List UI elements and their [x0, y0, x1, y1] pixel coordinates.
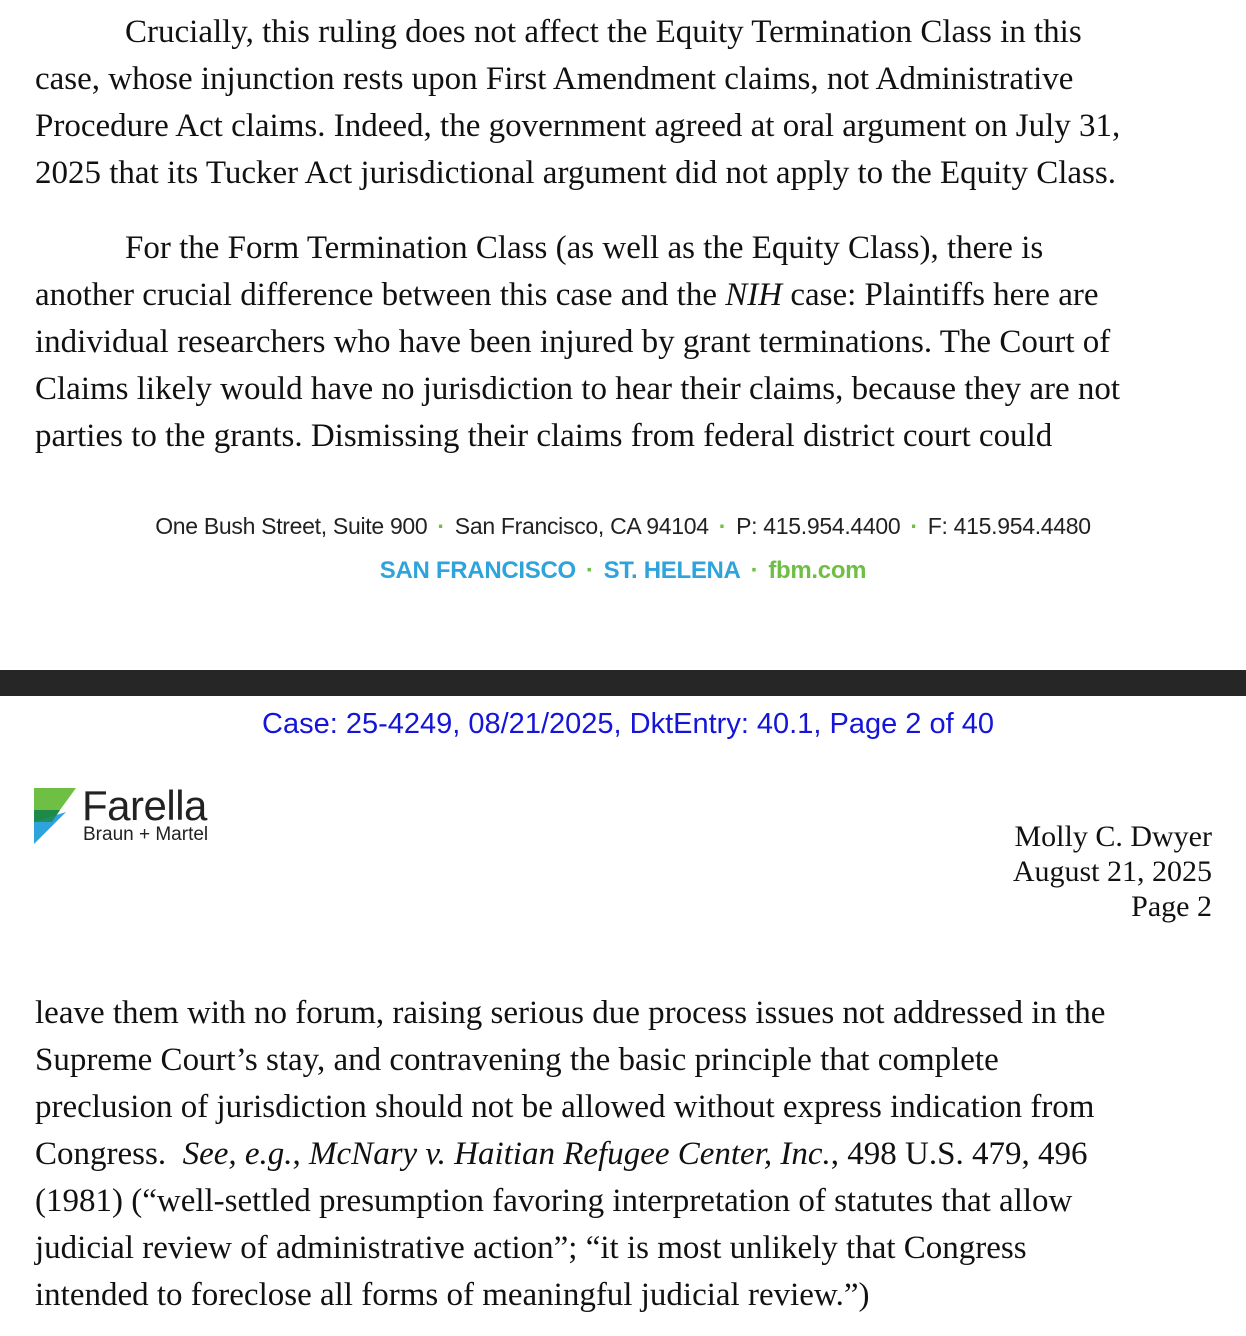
separator-dot: · — [585, 557, 594, 584]
text-line: preclusion of jurisdiction should not be allowed without express indication from — [35, 1089, 1095, 1125]
farella-logo-mark-icon — [34, 788, 76, 844]
footer-fax: F: 415.954.4480 — [927, 513, 1091, 539]
text-line: Crucially, this ruling does not affect the Equity Termination Class in this — [125, 14, 1082, 50]
addressee-name: Molly C. Dwyer — [1014, 820, 1212, 853]
logo-name: Farella — [82, 782, 207, 829]
separator-dot: · — [750, 557, 759, 584]
case-header: Case: 25-4249, 08/21/2025, DktEntry: 40.1, Page 2 of 40 — [262, 708, 994, 740]
text-line: case, whose injunction rests upon First Amendment claims, not Administrative — [35, 61, 1074, 97]
text-line: leave them with no forum, raising serious due process issues not addressed in the — [35, 995, 1106, 1031]
text-line: parties to the grants. Dismissing their claims from federal district court could — [35, 418, 1053, 454]
paragraph-equity-class — [35, 9, 1215, 197]
citation-reporter: , 498 U.S. 479, 496 — [830, 1136, 1088, 1172]
text-segment: , — [292, 1136, 310, 1172]
text-line: judicial review of administrative action”; “it is most unlikely that Congress — [35, 1230, 1027, 1266]
page-separator — [0, 670, 1246, 696]
footer-phone: P: 415.954.4400 — [736, 513, 901, 539]
separator-dot: · — [437, 513, 445, 539]
case-name-nih: NIH — [725, 277, 783, 313]
signal-see-eg: See, e.g. — [182, 1136, 293, 1172]
separator-dot: · — [910, 513, 918, 539]
addressee-block — [1013, 819, 1212, 924]
office-st-helena: ST. HELENA — [603, 557, 741, 584]
case-citation-mcnary: McNary v. Haitian Refugee Center, Inc. — [309, 1136, 831, 1172]
text-line: For the Form Termination Class (as well as the Equity Class), there is — [125, 230, 1044, 266]
text-line — [35, 1131, 1215, 1178]
text-line: 2025 that its Tucker Act jurisdictional argument did not apply to the Equity Class. — [35, 155, 1116, 191]
text-line: Supreme Court’s stay, and contravening the basic principle that complete — [35, 1042, 999, 1078]
text-segment: another crucial difference between this case and the — [35, 277, 726, 313]
text-line: Claims likely would have no jurisdiction to hear their claims, because they are not — [35, 371, 1121, 407]
website-link[interactable]: fbm.com — [768, 557, 867, 584]
letterhead-footer-address — [0, 513, 1246, 540]
letterhead-footer-offices — [0, 557, 1246, 585]
text-line: (1981) (“well-settled presumption favoring interpretation of statutes that allow — [35, 1183, 1073, 1219]
paragraph-continued — [35, 990, 1215, 1319]
text-line — [35, 272, 1215, 319]
page-number: Page 2 — [1131, 890, 1212, 923]
text-line: intended to foreclose all forms of meaningful judicial review.”) — [35, 1277, 870, 1313]
paragraph-form-termination-class — [35, 225, 1215, 460]
text-segment: case: Plaintiffs here are — [782, 277, 1099, 313]
text-line: individual researchers who have been injured by grant terminations. The Court of — [35, 324, 1111, 360]
separator-dot: · — [718, 513, 727, 539]
office-san-francisco: SAN FRANCISCO — [379, 557, 576, 584]
letter-date: August 21, 2025 — [1012, 855, 1212, 888]
logo-subtitle: Braun + Martel — [83, 824, 209, 845]
text-segment: Congress. — [35, 1136, 183, 1172]
footer-city: San Francisco, CA 94104 — [454, 513, 709, 539]
footer-street: One Bush Street, Suite 900 — [155, 513, 428, 539]
text-line: Procedure Act claims. Indeed, the government agreed at oral argument on July 31, — [35, 108, 1121, 144]
